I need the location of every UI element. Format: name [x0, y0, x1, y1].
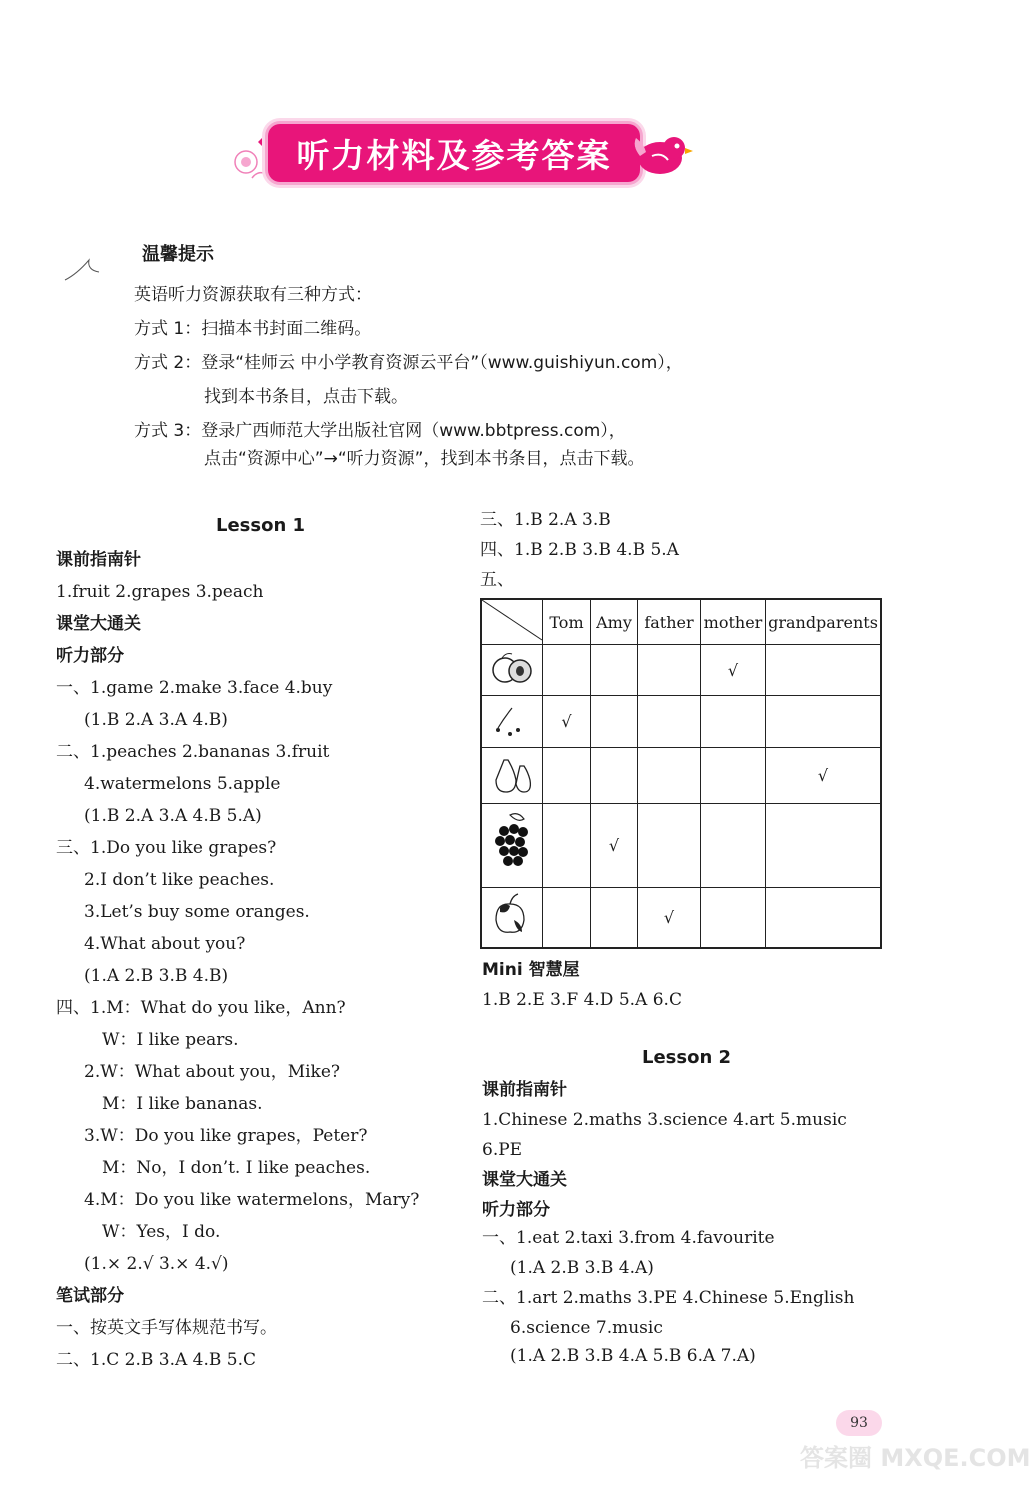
answer-line: (1.A 2.B 3.B 4.A 5.B 6.A 7.A): [510, 1346, 756, 1366]
pear-icon: [481, 748, 543, 804]
bird-icon: [630, 126, 694, 188]
answer-line: 五、: [480, 570, 514, 590]
table-cell: [591, 696, 638, 748]
answer-line: 二、1.art 2.maths 3.PE 4.Chinese 5.English: [482, 1288, 855, 1308]
table-cell: [638, 645, 701, 696]
tips-line: 方式 3：登录广西师范大学出版社官网（www.bbtpress.com），: [134, 421, 626, 441]
table-cell: √: [591, 804, 638, 888]
table-row: [481, 804, 881, 888]
table-cell: [766, 804, 882, 888]
table-header-cell: mother: [701, 599, 766, 645]
table-cell: [701, 804, 766, 888]
table-cell: [543, 645, 591, 696]
tips-decoration: [60, 240, 110, 294]
answer-line: 4.watermelons 5.apple: [84, 774, 281, 794]
answer-line: (1.B 2.A 3.A 4.B 5.A): [84, 806, 262, 826]
answer-line: 3.W：Do you like grapes，Peter?: [84, 1126, 368, 1146]
answer-line: 6.science 7.music: [510, 1318, 663, 1338]
grapes-icon: [481, 804, 543, 888]
answer-line: 四、1.B 2.B 3.B 4.B 5.A: [480, 540, 679, 560]
table-header-cell: Amy: [591, 599, 638, 645]
table-row: [481, 696, 881, 748]
answer-line: 三、1.B 2.A 3.B: [480, 510, 611, 530]
answer-line: 4.What about you?: [84, 934, 246, 954]
answer-line: 二、1.C 2.B 3.A 4.B 5.C: [56, 1350, 256, 1370]
answer-line: 2.W：What about you，Mike?: [84, 1062, 341, 1082]
section-heading: 课堂大通关: [482, 1170, 567, 1190]
page-number: 93: [850, 1415, 868, 1431]
table-row: [481, 645, 881, 696]
apple-icon: [481, 888, 543, 948]
lesson1-title: Lesson 1: [216, 515, 306, 536]
table-cell: [638, 748, 701, 804]
watermark: 答案圈 MXQE.COM: [800, 1444, 1031, 1472]
table-header-row: [481, 599, 881, 645]
table-row: [481, 748, 881, 804]
answer-line: 一、1.eat 2.taxi 3.from 4.favourite: [482, 1228, 775, 1248]
table-cell: [766, 696, 882, 748]
tips-line: 方式 2：登录“桂师云 中小学教育资源云平台”（www.guishiyun.com），: [134, 353, 683, 373]
table-row: [481, 888, 881, 948]
page-title: 听力材料及参考答案: [296, 135, 612, 175]
answer-line: 1.fruit 2.grapes 3.peach: [56, 582, 264, 602]
table-cell: [591, 645, 638, 696]
table-corner-cell: [481, 599, 543, 645]
answer-line: 三、1.Do you like grapes?: [56, 838, 277, 858]
answer-line: 3.Let’s buy some oranges.: [84, 902, 310, 922]
table-header-cell: father: [638, 599, 701, 645]
answer-line: 四、1.M：What do you like，Ann?: [56, 998, 346, 1018]
table-cell: [701, 888, 766, 948]
answer-line: M：I like bananas.: [102, 1094, 263, 1114]
table-cell: [701, 748, 766, 804]
peach-icon: [481, 645, 543, 696]
answer-line: (1.A 2.B 3.B 4.A): [510, 1258, 654, 1278]
tips-heading: 温馨提示: [142, 244, 214, 265]
answer-line: 1.Chinese 2.maths 3.science 4.art 5.music: [482, 1110, 847, 1130]
table-cell: [766, 888, 882, 948]
section-heading: 听力部分: [482, 1200, 550, 1220]
section-heading: 课前指南针: [56, 550, 141, 570]
answer-line: 一、按英文手写体规范书写。: [56, 1318, 277, 1338]
answer-line: 1.B 2.E 3.F 4.D 5.A 6.C: [482, 990, 682, 1010]
banana-icon: [481, 696, 543, 748]
table-cell: [766, 645, 882, 696]
answer-line: 一、1.game 2.make 3.face 4.buy: [56, 678, 333, 698]
table-header-cell: Tom: [543, 599, 591, 645]
table-cell: [701, 696, 766, 748]
answer-line: M：No，I don’t. I like peaches.: [102, 1158, 371, 1178]
table-cell: [543, 888, 591, 948]
answer-line: 二、1.peaches 2.bananas 3.fruit: [56, 742, 330, 762]
answer-line: (1.A 2.B 3.B 4.B): [84, 966, 229, 986]
section-heading: Mini 智慧屋: [482, 960, 580, 980]
table-cell: √: [701, 645, 766, 696]
table-cell: √: [638, 888, 701, 948]
tips-line: 英语听力资源获取有三种方式：: [134, 285, 372, 305]
table-cell: [543, 748, 591, 804]
table-cell: [591, 888, 638, 948]
answer-table: [480, 598, 882, 949]
answer-line: W：I like pears.: [102, 1030, 239, 1050]
tips-line: 方式 1：扫描本书封面二维码。: [134, 319, 372, 339]
table-cell: √: [543, 696, 591, 748]
section-heading: 课堂大通关: [56, 614, 141, 634]
answer-line: (1.B 2.A 3.A 4.B): [84, 710, 228, 730]
section-heading: 课前指南针: [482, 1080, 567, 1100]
section-heading: 笔试部分: [56, 1286, 124, 1306]
answer-line: 6.PE: [482, 1140, 523, 1160]
table-cell: [638, 696, 701, 748]
table-cell: √: [766, 748, 882, 804]
table-cell: [543, 804, 591, 888]
answer-line: (1.× 2.√ 3.× 4.√): [84, 1254, 229, 1274]
answer-line: 2.I don’t like peaches.: [84, 870, 275, 890]
section-heading: 听力部分: [56, 646, 124, 666]
table-cell: [591, 748, 638, 804]
tips-line: 点击“资源中心”→“听力资源”，找到本书条目，点击下载。: [204, 449, 645, 469]
table-cell: [638, 804, 701, 888]
answer-line: 4.M：Do you like watermelons，Mary?: [84, 1190, 420, 1210]
page-number-badge: [836, 1410, 882, 1436]
answer-line: W：Yes，I do.: [102, 1222, 221, 1242]
tips-line: 找到本书条目，点击下载。: [204, 387, 408, 407]
table-header-cell: grandparents: [766, 599, 882, 645]
lesson2-title: Lesson 2: [642, 1047, 732, 1068]
title-banner: [268, 124, 640, 182]
